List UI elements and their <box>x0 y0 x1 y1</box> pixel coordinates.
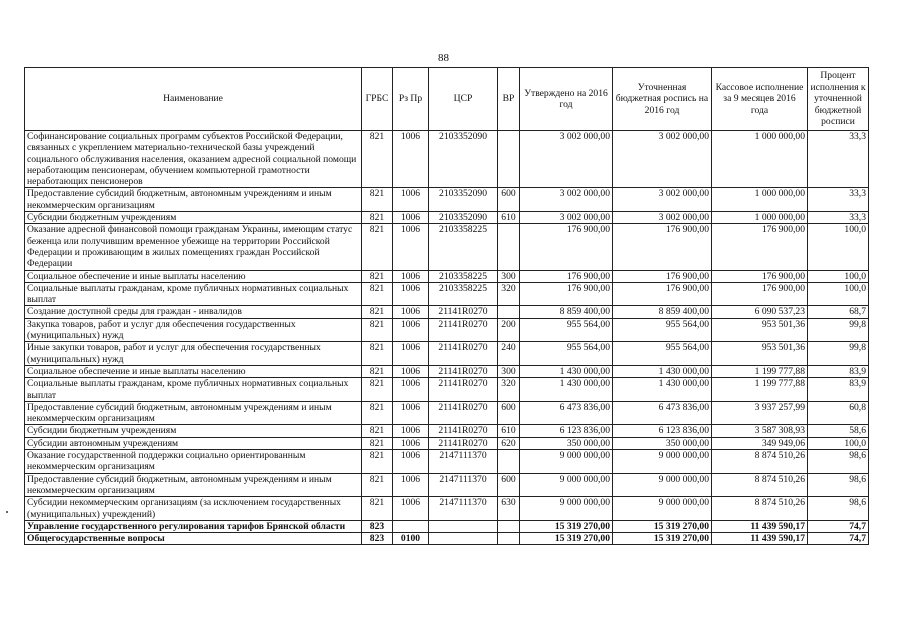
col-header-name: Наименование <box>25 68 362 131</box>
cell-rzpr: 1006 <box>393 378 429 402</box>
cell-percent: 100,0 <box>808 282 869 306</box>
table-row <box>25 318 869 342</box>
cell-rzpr: 1006 <box>393 212 429 224</box>
cell-csr: 21141R0270 <box>429 437 498 449</box>
cell-grbs: 821 <box>362 270 393 282</box>
cell-approved: 955 564,00 <box>520 342 613 366</box>
cell-csr: 2103358225 <box>429 270 498 282</box>
cell-percent: 98,6 <box>808 450 869 474</box>
cell-name: Иные закупки товаров, работ и услуг для обеспечения государственных (муниципальных) нужд <box>25 342 362 366</box>
cell-grbs: 821 <box>362 365 393 377</box>
cell-rzpr: 1006 <box>393 365 429 377</box>
cell-vr: 600 <box>498 401 520 425</box>
table-row <box>25 497 869 521</box>
cell-vr: 240 <box>498 342 520 366</box>
cell-name: Субсидии некоммерческим организациям (за исключением государственных (муниципальных) учреждений) <box>25 497 362 521</box>
cell-vr <box>498 131 520 188</box>
cell-percent: 74,7 <box>808 533 869 545</box>
cell-approved: 350 000,00 <box>520 437 613 449</box>
table-row <box>25 401 869 425</box>
page-number: 88 <box>438 52 449 64</box>
cell-rzpr: 1006 <box>393 450 429 474</box>
cell-refined: 350 000,00 <box>613 437 712 449</box>
cell-refined: 176 900,00 <box>613 282 712 306</box>
cell-vr: 610 <box>498 212 520 224</box>
header-row <box>25 68 869 131</box>
cell-rzpr: 1006 <box>393 401 429 425</box>
cell-rzpr: 1006 <box>393 425 429 437</box>
table-row <box>25 131 869 188</box>
cell-grbs: 821 <box>362 306 393 318</box>
cell-name: Оказание государственной поддержки социально ориентированным некоммерческим организациям <box>25 450 362 474</box>
cell-rzpr: 1006 <box>393 437 429 449</box>
table-row <box>25 473 869 497</box>
cell-csr: 21141R0270 <box>429 401 498 425</box>
cell-rzpr: 1006 <box>393 306 429 318</box>
table-row <box>25 212 869 224</box>
cell-refined: 8 859 400,00 <box>613 306 712 318</box>
budget-table <box>24 67 869 545</box>
cell-refined: 6 473 836,00 <box>613 401 712 425</box>
cell-name: Субсидии автономным учреждениям <box>25 437 362 449</box>
table-body <box>25 131 869 545</box>
cell-grbs: 821 <box>362 282 393 306</box>
cell-refined: 1 430 000,00 <box>613 378 712 402</box>
cell-vr <box>498 306 520 318</box>
cell-refined: 1 430 000,00 <box>613 365 712 377</box>
cell-cash: 8 874 510,26 <box>712 497 808 521</box>
cell-cash: 11 439 590,17 <box>712 533 808 545</box>
cell-approved: 6 123 836,00 <box>520 425 613 437</box>
cell-percent: 100,0 <box>808 270 869 282</box>
cell-refined: 15 319 270,00 <box>613 520 712 532</box>
col-header-percent: Процент исполнения к уточненной бюджетной росписи <box>808 68 869 131</box>
cell-cash: 1 000 000,00 <box>712 131 808 188</box>
cell-grbs: 821 <box>362 378 393 402</box>
cell-name: Предоставление субсидий бюджетным, автономным учреждениям и иным некоммерческим организациям <box>25 401 362 425</box>
cell-refined: 15 319 270,00 <box>613 533 712 545</box>
cell-vr: 610 <box>498 425 520 437</box>
cell-percent: 99,8 <box>808 342 869 366</box>
col-header-vr: ВР <box>498 68 520 131</box>
cell-percent: 58,6 <box>808 425 869 437</box>
cell-name: Социальные выплаты гражданам, кроме публичных нормативных социальных выплат <box>25 282 362 306</box>
cell-approved: 15 319 270,00 <box>520 520 613 532</box>
cell-csr: 2147111370 <box>429 450 498 474</box>
cell-rzpr: 1006 <box>393 318 429 342</box>
cell-percent: 68,7 <box>808 306 869 318</box>
cell-rzpr <box>393 520 429 532</box>
cell-grbs: 823 <box>362 520 393 532</box>
cell-grbs: 821 <box>362 131 393 188</box>
cell-cash: 1 199 777,88 <box>712 378 808 402</box>
cell-refined: 955 564,00 <box>613 318 712 342</box>
cell-cash: 953 501,36 <box>712 318 808 342</box>
cell-cash: 953 501,36 <box>712 342 808 366</box>
table-row <box>25 306 869 318</box>
cell-refined: 176 900,00 <box>613 270 712 282</box>
cell-csr: 21141R0270 <box>429 378 498 402</box>
cell-cash: 8 874 510,26 <box>712 473 808 497</box>
cell-rzpr: 1006 <box>393 188 429 212</box>
cell-approved: 1 430 000,00 <box>520 365 613 377</box>
cell-approved: 176 900,00 <box>520 224 613 270</box>
cell-cash: 3 587 308,93 <box>712 425 808 437</box>
cell-rzpr: 1006 <box>393 270 429 282</box>
cell-percent: 60,8 <box>808 401 869 425</box>
cell-grbs: 821 <box>362 450 393 474</box>
cell-name: Создание доступной среды для граждан - инвалидов <box>25 306 362 318</box>
cell-refined: 955 564,00 <box>613 342 712 366</box>
cell-vr: 300 <box>498 270 520 282</box>
cell-cash: 1 199 777,88 <box>712 365 808 377</box>
cell-csr: 2103358225 <box>429 282 498 306</box>
cell-cash: 176 900,00 <box>712 224 808 270</box>
cell-cash: 349 949,06 <box>712 437 808 449</box>
cell-grbs: 821 <box>362 188 393 212</box>
cell-name: Социальное обеспечение и иные выплаты населению <box>25 365 362 377</box>
cell-csr: 21141R0270 <box>429 306 498 318</box>
cell-refined: 9 000 000,00 <box>613 450 712 474</box>
cell-name: Субсидии бюджетным учреждениям <box>25 212 362 224</box>
cell-percent: 33,3 <box>808 131 869 188</box>
cell-name: Социальное обеспечение и иные выплаты населению <box>25 270 362 282</box>
cell-rzpr: 1006 <box>393 473 429 497</box>
cell-cash: 3 937 257,99 <box>712 401 808 425</box>
cell-rzpr: 0100 <box>393 533 429 545</box>
cell-cash: 8 874 510,26 <box>712 450 808 474</box>
cell-rzpr: 1006 <box>393 497 429 521</box>
cell-name: Социальные выплаты гражданам, кроме публичных нормативных социальных выплат <box>25 378 362 402</box>
cell-rzpr: 1006 <box>393 282 429 306</box>
cell-approved: 176 900,00 <box>520 282 613 306</box>
cell-approved: 955 564,00 <box>520 318 613 342</box>
cell-name: Оказание адресной финансовой помощи гражданам Украины, имеющим статус беженца или получившим временное убежище на территории Российской Федерации и проживающим в жилых помещениях граждан Российской Федерации <box>25 224 362 270</box>
cell-percent: 98,6 <box>808 497 869 521</box>
cell-percent: 33,3 <box>808 188 869 212</box>
cell-percent: 100,0 <box>808 224 869 270</box>
cell-vr: 620 <box>498 437 520 449</box>
table-row <box>25 520 869 532</box>
table-row <box>25 342 869 366</box>
table-row <box>25 224 869 270</box>
cell-csr: 21141R0270 <box>429 365 498 377</box>
cell-vr: 320 <box>498 378 520 402</box>
cell-approved: 1 430 000,00 <box>520 378 613 402</box>
cell-grbs: 823 <box>362 533 393 545</box>
cell-csr: 21141R0270 <box>429 318 498 342</box>
cell-approved: 6 473 836,00 <box>520 401 613 425</box>
col-header-rzpr: Рз Пр <box>393 68 429 131</box>
col-header-approved: Утверждено на 2016 год <box>520 68 613 131</box>
cell-rzpr: 1006 <box>393 224 429 270</box>
cell-grbs: 821 <box>362 425 393 437</box>
cell-csr: 2103352090 <box>429 131 498 188</box>
cell-csr: 21141R0270 <box>429 425 498 437</box>
table-row <box>25 188 869 212</box>
cell-csr: 21141R0270 <box>429 342 498 366</box>
table-row <box>25 437 869 449</box>
cell-name: Софинансирование социальных программ субъектов Российской Федерации, связанных с укреплением материально-технической базы учреждений социального обслуживания населения, оказанием адресной социальной помощи неработающим пенсионерам, обучением компьютерной грамотности неработающих пенсионеров <box>25 131 362 188</box>
cell-grbs: 821 <box>362 497 393 521</box>
cell-approved: 176 900,00 <box>520 270 613 282</box>
cell-vr <box>498 520 520 532</box>
cell-percent: 99,8 <box>808 318 869 342</box>
cell-approved: 15 319 270,00 <box>520 533 613 545</box>
cell-percent: 74,7 <box>808 520 869 532</box>
cell-refined: 3 002 000,00 <box>613 131 712 188</box>
cell-percent: 33,3 <box>808 212 869 224</box>
cell-vr: 630 <box>498 497 520 521</box>
table-row <box>25 282 869 306</box>
cell-rzpr: 1006 <box>393 131 429 188</box>
cell-csr: 2103352090 <box>429 212 498 224</box>
cell-vr <box>498 224 520 270</box>
col-header-cash: Кассовое исполнение за 9 месяцев 2016 года <box>712 68 808 131</box>
cell-grbs: 821 <box>362 224 393 270</box>
cell-csr: 2147111370 <box>429 473 498 497</box>
col-header-grbs: ГРБС <box>362 68 393 131</box>
cell-approved: 3 002 000,00 <box>520 212 613 224</box>
cell-csr: 2147111370 <box>429 497 498 521</box>
cell-approved: 9 000 000,00 <box>520 450 613 474</box>
cell-cash: 1 000 000,00 <box>712 188 808 212</box>
cell-grbs: 821 <box>362 212 393 224</box>
cell-percent: 98,6 <box>808 473 869 497</box>
cell-grbs: 821 <box>362 318 393 342</box>
col-header-refined: Уточненная бюджетная роспись на 2016 год <box>613 68 712 131</box>
cell-vr: 600 <box>498 473 520 497</box>
cell-refined: 176 900,00 <box>613 224 712 270</box>
cell-approved: 9 000 000,00 <box>520 473 613 497</box>
cell-approved: 3 002 000,00 <box>520 131 613 188</box>
table-row <box>25 378 869 402</box>
cell-csr: 2103358225 <box>429 224 498 270</box>
cell-cash: 1 000 000,00 <box>712 212 808 224</box>
cell-csr <box>429 533 498 545</box>
cell-vr: 600 <box>498 188 520 212</box>
cell-cash: 6 090 537,23 <box>712 306 808 318</box>
cell-percent: 100,0 <box>808 437 869 449</box>
cell-csr: 2103352090 <box>429 188 498 212</box>
cell-cash: 11 439 590,17 <box>712 520 808 532</box>
cell-grbs: 821 <box>362 342 393 366</box>
cell-percent: 83,9 <box>808 378 869 402</box>
cell-percent: 83,9 <box>808 365 869 377</box>
cell-name: Закупка товаров, работ и услуг для обеспечения государственных (муниципальных) нужд <box>25 318 362 342</box>
cell-vr <box>498 450 520 474</box>
cell-rzpr: 1006 <box>393 342 429 366</box>
table-row <box>25 533 869 545</box>
cell-vr: 320 <box>498 282 520 306</box>
cell-approved: 3 002 000,00 <box>520 188 613 212</box>
cell-refined: 3 002 000,00 <box>613 212 712 224</box>
table-row <box>25 270 869 282</box>
cell-approved: 9 000 000,00 <box>520 497 613 521</box>
col-header-csr: ЦСР <box>429 68 498 131</box>
table-row <box>25 450 869 474</box>
cell-vr: 200 <box>498 318 520 342</box>
cell-cash: 176 900,00 <box>712 270 808 282</box>
cell-cash: 176 900,00 <box>712 282 808 306</box>
cell-csr <box>429 520 498 532</box>
cell-name: Предоставление субсидий бюджетным, автономным учреждениям и иным некоммерческим организациям <box>25 188 362 212</box>
cell-name: Управление государственного регулирования тарифов Брянской области <box>25 520 362 532</box>
cell-grbs: 821 <box>362 437 393 449</box>
table-row <box>25 365 869 377</box>
cell-refined: 6 123 836,00 <box>613 425 712 437</box>
cell-name: Предоставление субсидий бюджетным, автономным учреждениям и иным некоммерческим организациям <box>25 473 362 497</box>
scan-speck <box>6 511 8 513</box>
cell-name: Общегосударственные вопросы <box>25 533 362 545</box>
cell-name: Субсидии бюджетным учреждениям <box>25 425 362 437</box>
cell-vr <box>498 533 520 545</box>
cell-grbs: 821 <box>362 401 393 425</box>
cell-grbs: 821 <box>362 473 393 497</box>
cell-refined: 9 000 000,00 <box>613 497 712 521</box>
cell-refined: 3 002 000,00 <box>613 188 712 212</box>
cell-vr: 300 <box>498 365 520 377</box>
cell-approved: 8 859 400,00 <box>520 306 613 318</box>
cell-refined: 9 000 000,00 <box>613 473 712 497</box>
table-row <box>25 425 869 437</box>
